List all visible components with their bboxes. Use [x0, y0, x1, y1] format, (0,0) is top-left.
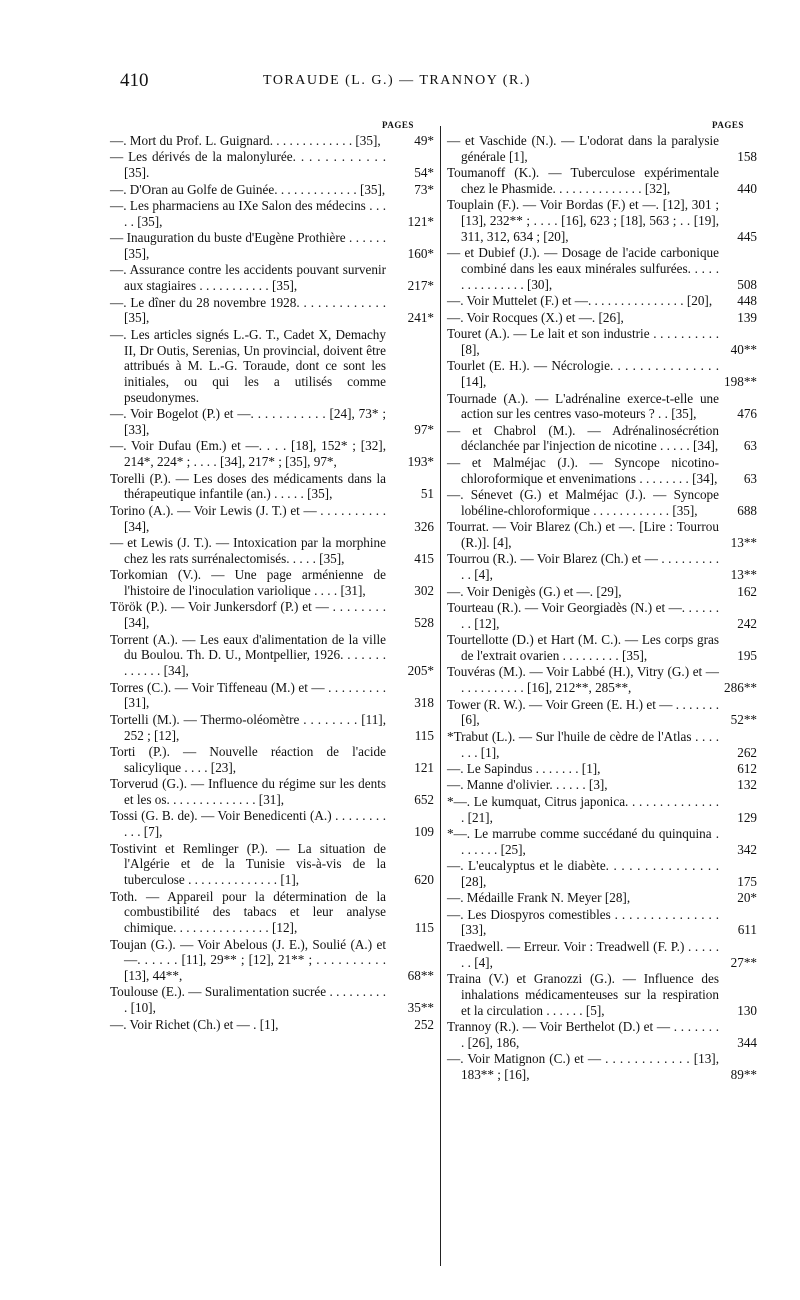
index-entry — [110, 776, 434, 808]
entry-page: 40** — [730, 341, 757, 357]
entry-text: Tostivint et Remlinger (P.). — La situation de l'Algérie et de la Tunisie vis-à-vis de la tuberculose . . . . . . . . . . . . . . [1], — [110, 840, 386, 888]
entry-page: 139 — [737, 309, 757, 325]
entry-text: Tourteau (R.). — Voir Georgiadès (N.) et —. . . . . . . . [12], — [447, 600, 719, 631]
entry-page: 415 — [414, 550, 434, 566]
page-header — [112, 70, 682, 96]
entry-page: 121* — [407, 213, 434, 229]
index-entry — [110, 1017, 434, 1033]
index-entry — [110, 230, 434, 262]
index-entry — [447, 858, 757, 890]
entry-text: Toujan (G.). — Voir Abelous (J. E.), Soulié (A.) et —. . . . . . [11], 29** ; [12], 21** ; . . . . . . . . . . [13], 44**, — [110, 936, 386, 984]
entry-page: 620 — [414, 872, 434, 888]
entry-text: — et Lewis (J. T.). — Intoxication par la morphine chez les rats surrénalectomisés. . . . . [35], — [110, 535, 386, 566]
index-entry — [110, 149, 434, 181]
index-entry — [110, 712, 434, 744]
entry-text: Touret (A.). — Le lait et son industrie . . . . . . . . . . [8], — [447, 326, 719, 357]
index-entry — [447, 600, 757, 632]
entry-text: Touplain (F.). — Voir Bordas (F.) et —. [12], 301 ; [13], 232** ; . . . . [16], 623 ; [18], 563 ; . . [19], 311, 312, 634 ; [20], — [447, 197, 719, 244]
page-number: 410 — [120, 70, 149, 91]
entry-page: 63 — [743, 438, 757, 454]
index-entry — [447, 584, 757, 600]
index-entry — [447, 519, 757, 551]
entry-page: 440 — [737, 180, 757, 196]
entry-page: 175 — [737, 873, 757, 889]
entry-text: — Les dérivés de la malonylurée. . . . . . . . . . . . [35]. — [110, 149, 386, 181]
index-entry — [447, 907, 757, 939]
entry-page: 344 — [737, 1034, 757, 1050]
entry-text: —. Les pharmaciens au IXe Salon des médecins . . . . . [35], — [110, 197, 386, 229]
index-entry — [447, 697, 757, 729]
index-entry — [447, 423, 757, 455]
index-entry — [110, 632, 434, 679]
entry-page: 241* — [407, 310, 434, 326]
index-entry — [447, 245, 757, 292]
entry-text: —. Voir Muttelet (F.) et —. . . . . . . . . . . . . . . [20], — [447, 293, 713, 309]
index-entry — [447, 939, 757, 971]
index-entry — [447, 826, 757, 858]
index-entry — [447, 632, 757, 664]
entry-text: —. Le dîner du 28 novembre 1928. . . . . . . . . . . . . [35], — [110, 294, 386, 326]
index-entry — [447, 326, 757, 358]
entry-text: Tournade (A.). — L'adrénaline exerce-t-elle une action sur les centres vaso-moteurs ? . . [35], — [447, 390, 719, 422]
entry-text: —. Mort du Prof. L. Guignard. . . . . . . . . . . . . [35], — [110, 133, 381, 148]
entry-page: 54* — [414, 165, 434, 181]
entry-text: Toulouse (E.). — Suralimentation sucrée . . . . . . . . . . [10], — [110, 984, 386, 1016]
entry-text: —. D'Oran au Golfe de Guinée. . . . . . . . . . . . . [35], — [110, 181, 386, 197]
entry-page: 205* — [407, 663, 434, 679]
index-entry — [110, 295, 434, 327]
entry-page: 448 — [737, 293, 757, 309]
entry-text: —. Voir Bogelot (P.) et —. . . . . . . . . . . [24], 73* ; [33], — [110, 406, 386, 438]
entry-page: 52** — [730, 712, 757, 728]
entry-page: 63 — [743, 470, 757, 486]
running-title: TORAUDE (L. G.) — TRANNOY (R.) — [263, 73, 531, 88]
index-entry — [447, 487, 757, 519]
entry-text: — et Malméjac (J.). — Syncope nicotino-chloroformique et envenimations . . . . . . . . [34], — [447, 454, 719, 486]
index-entry — [447, 1051, 757, 1083]
left-pages-label: PAGES — [382, 120, 414, 130]
entry-text: —. Médaille Frank N. Meyer [28], — [447, 890, 631, 906]
column-divider — [440, 126, 441, 1266]
entry-text: —. Voir Dufau (Em.) et —. . . . [18], 152* ; [32], 214*, 224* ; . . . . [34], 217* ; [35], 97*, — [110, 438, 386, 470]
entry-page: 286** — [724, 680, 757, 696]
entry-text: *Trabut (L.). — Sur l'huile de cèdre de l'Atlas . . . . . . . [1], — [447, 728, 719, 760]
index-entry — [447, 310, 757, 326]
index-entry — [110, 327, 434, 406]
entry-page: 252 — [414, 1016, 434, 1032]
entry-text: *—. Le marrube comme succédané du quinquina . . . . . . . [25], — [447, 825, 719, 857]
entry-text: —. Les Diospyros comestibles . . . . . . . . . . . . . . . [33], — [447, 906, 719, 938]
index-entry — [447, 391, 757, 423]
entry-text: Tortelli (M.). — Thermo-oléomètre . . . . . . . . [11], 252 ; [12], — [110, 711, 386, 743]
entry-page: 89** — [730, 1067, 757, 1083]
index-entry — [447, 794, 757, 826]
entry-text: *—. Le kumquat, Citrus japonica. . . . . . . . . . . . . . . [21], — [447, 793, 719, 825]
entry-text: Traina (V.) et Granozzi (G.). — Influence des inhalations médicamenteuses sur la respiration et la circulation . . . . . . [5], — [447, 971, 719, 1018]
index-entry — [447, 729, 757, 761]
left-column — [110, 133, 434, 1033]
entry-page: 27** — [730, 954, 757, 970]
entry-page: 109 — [414, 824, 434, 840]
entry-page: 262 — [737, 744, 757, 760]
entry-text: Torino (A.). — Voir Lewis (J. T.) et — . . . . . . . . . . [34], — [110, 502, 386, 534]
entry-page: 611 — [737, 922, 757, 938]
index-entry — [110, 438, 434, 470]
entry-text: Torverud (G.). — Influence du régime sur les dents et les os. . . . . . . . . . . . . . [31], — [110, 776, 386, 807]
entry-text: — Inauguration du buste d'Eugène Prothière . . . . . . [35], — [110, 230, 386, 261]
entry-page: 13** — [730, 567, 757, 583]
index-entry — [110, 984, 434, 1016]
entry-page: 445 — [737, 228, 757, 244]
entry-page: 193* — [407, 454, 434, 470]
entry-page: 342 — [737, 841, 757, 857]
entry-page: 195 — [737, 648, 757, 663]
entry-page: 132 — [737, 777, 757, 793]
index-entry — [110, 567, 434, 599]
entry-text: Torres (C.). — Voir Tiffeneau (M.) et — . . . . . . . . . [31], — [110, 679, 386, 711]
index-entry — [447, 971, 757, 1018]
entry-page: 612 — [737, 760, 757, 776]
entry-text: Toumanoff (K.). — Tuberculose expérimentale chez le Phasmide. . . . . . . . . . . . . . [32], — [447, 165, 719, 196]
entry-text: —. L'eucalyptus et le diabète. . . . . . . . . . . . . . . [28], — [447, 858, 719, 889]
index-entry — [110, 937, 434, 984]
entry-text: —. Assurance contre les accidents pouvant survenir aux stagiaires . . . . . . . . . . . [35], — [110, 262, 386, 294]
entry-text: Tossi (G. B. de). — Voir Benedicenti (A.) . . . . . . . . . . . [7], — [110, 808, 386, 840]
entry-text: —. Voir Matignon (C.) et — . . . . . . . . . . . . [13], 183** ; [16], — [447, 1051, 719, 1083]
entry-page: 158 — [737, 148, 757, 164]
entry-page: 160* — [407, 245, 434, 261]
entry-text: —. Les articles signés L.-G. T., Cadet X, Demachy II, Dr Outis, Serenias, Un provincial, doivent être attribués à M. L.-G. Toraude, dont ce sont les initiales, ou qui les a utilisés comme pseudonymes. — [110, 326, 386, 405]
index-entry — [447, 455, 757, 487]
entry-page: 51 — [420, 486, 434, 502]
entry-page: 217* — [407, 278, 434, 294]
entry-text: Toth. — Appareil pour la détermination de la combustibilité des tabacs et leur analyse chimique. . . . . . . . . . . . . . . [12], — [110, 888, 386, 936]
entry-text: Torelli (P.). — Les doses des médicaments dans la thérapeutique infantile (an.) . . . . . [35], — [110, 470, 386, 502]
index-entry — [110, 406, 434, 438]
index-entry — [447, 890, 757, 906]
entry-page: 528 — [414, 615, 434, 631]
entry-page: 198** — [724, 374, 757, 390]
entry-page: 318 — [414, 695, 434, 711]
entry-text: — et Dubief (J.). — Dosage de l'acide carbonique combiné dans les eaux minérales sulfurées. . . . . . . . . . . . . . . [30], — [447, 245, 719, 292]
entry-text: — et Vaschide (N.). — L'odorat dans la paralysie générale [1], — [447, 133, 719, 164]
entry-text: —. Le Sapindus . . . . . . . [1], — [447, 760, 601, 776]
entry-page: 68** — [407, 968, 434, 984]
entry-text: Tourtellotte (D.) et Hart (M. C.). — Les corps gras de l'extrait ovarien . . . . . . . . . [35], — [447, 632, 719, 663]
entry-page: 20* — [737, 890, 757, 906]
index-entry — [110, 133, 434, 149]
index-entry — [447, 133, 757, 165]
entry-page: 13** — [730, 535, 757, 551]
entry-page: 476 — [737, 406, 757, 422]
entry-text: —. Voir Denigès (G.) et —. [29], — [447, 583, 622, 599]
entry-text: Torti (P.). — Nouvelle réaction de l'acide salicylique . . . . [23], — [110, 743, 386, 775]
entry-page: 326 — [414, 518, 434, 534]
index-entry — [110, 889, 434, 936]
entry-page: 688 — [737, 502, 757, 518]
index-entry — [110, 471, 434, 503]
entry-text: —. Sénevet (G.) et Malméjac (J.). — Syncope lobéline-chloroformique . . . . . . . . . . . . [35], — [447, 487, 719, 518]
index-entry — [447, 197, 757, 244]
entry-page: 115 — [414, 727, 434, 743]
index-entry — [447, 1019, 757, 1051]
entry-page: 130 — [737, 1002, 757, 1018]
entry-page: 97* — [414, 422, 434, 438]
entry-page: 115 — [414, 920, 434, 936]
index-entry — [110, 198, 434, 230]
entry-text: Tourrou (R.). — Voir Blarez (Ch.) et — . . . . . . . . . . . [4], — [447, 551, 719, 583]
entry-text: Tower (R. W.). — Voir Green (E. H.) et — . . . . . . . [6], — [447, 696, 719, 728]
entry-text: — et Chabrol (M.). — Adrénalinosécrétion déclanchée par l'injection de nicotine . . . . . [34], — [447, 422, 719, 454]
entry-page: 508 — [737, 276, 757, 292]
index-entry — [447, 777, 757, 793]
entry-page: 73* — [414, 181, 434, 197]
entry-text: —. Manne d'olivier. . . . . . [3], — [447, 777, 608, 793]
index-entry — [110, 182, 434, 198]
entry-text: Touvéras (M.). — Voir Labbé (H.), Vitry (G.) et — . . . . . . . . . . [16], 212**, 285**, — [447, 664, 719, 696]
entry-page: 162 — [737, 583, 757, 599]
entry-page: 129 — [737, 809, 757, 825]
entry-page: 49* — [414, 133, 434, 148]
entry-text: Torrent (A.). — Les eaux d'alimentation de la ville du Boulou. Th. D. U., Montpellier, 1926. . . . . . . . . . . . . [34], — [110, 631, 386, 679]
index-entry — [110, 262, 434, 294]
index-entry — [110, 841, 434, 888]
entry-page: 35** — [407, 1000, 434, 1016]
index-entry — [447, 358, 757, 390]
entry-page: 652 — [414, 791, 434, 807]
index-entry — [447, 165, 757, 197]
entry-text: Torkomian (V.). — Une page arménienne de l'histoire de l'inoculation variolique . . . . [31], — [110, 567, 386, 599]
index-entry — [447, 293, 757, 309]
entry-text: —. Voir Richet (Ch.) et — . [1], — [110, 1016, 279, 1032]
entry-text: Tourlet (E. H.). — Nécrologie. . . . . . . . . . . . . . . [14], — [447, 358, 719, 390]
index-entry — [110, 535, 434, 567]
entry-page: 302 — [414, 583, 434, 599]
index-entry — [447, 551, 757, 583]
index-entry — [110, 599, 434, 631]
entry-text: —. Voir Rocques (X.) et —. [26], — [447, 309, 624, 325]
entry-page: 121 — [414, 759, 434, 775]
entry-text: Tourrat. — Voir Blarez (Ch.) et —. [Lire : Tourrou (R.)]. [4], — [447, 519, 719, 551]
entry-page: 242 — [737, 615, 757, 631]
right-pages-label: PAGES — [712, 120, 744, 130]
entry-text: Török (P.). — Voir Junkersdorf (P.) et — . . . . . . . . [34], — [110, 599, 386, 631]
index-entry — [110, 680, 434, 712]
index-entry — [447, 761, 757, 777]
entry-text: Traedwell. — Erreur. Voir : Treadwell (F. P.) . . . . . . . [4], — [447, 938, 719, 970]
right-column — [447, 133, 757, 1083]
index-entry — [110, 808, 434, 840]
entry-text: Trannoy (R.). — Voir Berthelot (D.) et — . . . . . . . . [26], 186, — [447, 1019, 719, 1050]
index-entry — [447, 664, 757, 696]
index-entry — [110, 503, 434, 535]
index-entry — [110, 744, 434, 776]
